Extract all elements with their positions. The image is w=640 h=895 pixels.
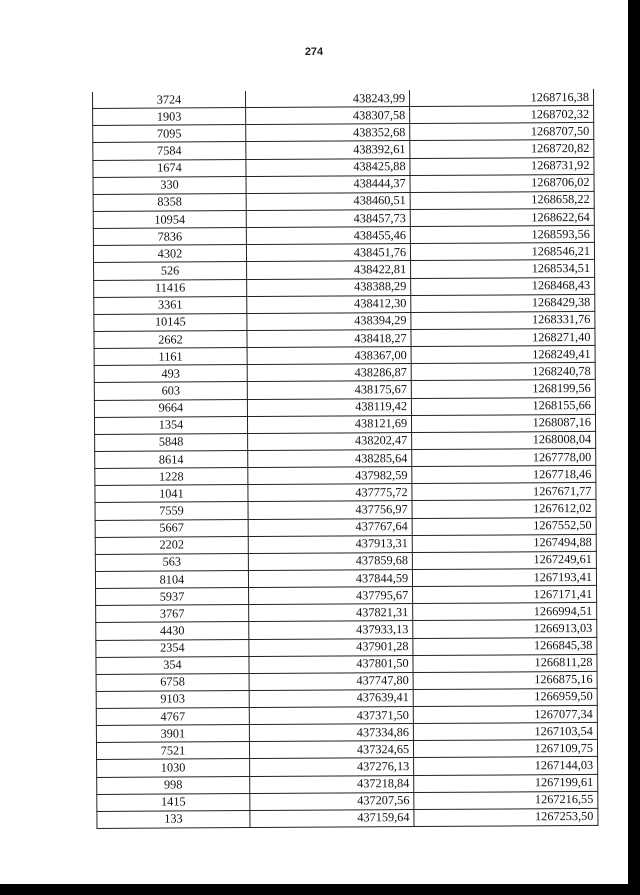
point-id-cell: 1674 — [93, 159, 246, 177]
point-id-cell: 4430 — [96, 622, 249, 640]
y-coordinate-cell: 1268593,56 — [410, 226, 594, 244]
point-id-cell: 7559 — [95, 502, 248, 520]
x-coordinate-cell: 438119,42 — [247, 398, 411, 416]
y-coordinate-cell: 1266811,28 — [413, 654, 597, 672]
x-coordinate-cell: 438367,00 — [247, 347, 411, 365]
x-coordinate-cell: 438394,29 — [247, 312, 411, 330]
x-coordinate-cell: 438455,46 — [246, 227, 410, 245]
x-coordinate-cell: 438243,99 — [245, 90, 409, 108]
y-coordinate-cell: 1268199,56 — [411, 380, 595, 398]
y-coordinate-cell: 1268429,38 — [411, 294, 595, 312]
x-coordinate-cell: 438425,88 — [246, 158, 410, 176]
point-id-cell: 354 — [96, 656, 249, 674]
x-coordinate-cell: 437767,64 — [248, 518, 412, 536]
coordinates-table — [92, 89, 598, 829]
x-coordinate-cell: 437639,41 — [249, 689, 413, 707]
y-coordinate-cell: 1268249,41 — [411, 346, 595, 364]
x-coordinate-cell: 438175,67 — [247, 381, 411, 399]
x-coordinate-cell: 438388,29 — [247, 278, 411, 296]
x-coordinate-cell: 438422,81 — [246, 261, 410, 279]
x-coordinate-cell: 438412,30 — [247, 295, 411, 313]
y-coordinate-cell: 1267671,77 — [412, 483, 596, 501]
y-coordinate-cell: 1267199,61 — [414, 774, 598, 792]
point-id-cell: 4767 — [96, 708, 249, 726]
point-id-cell: 1041 — [95, 485, 248, 503]
point-id-cell: 8614 — [95, 451, 248, 469]
x-coordinate-cell: 437276,13 — [249, 758, 413, 776]
coordinates-table-body — [92, 89, 597, 829]
y-coordinate-cell: 1268008,04 — [412, 431, 596, 449]
point-id-cell: 1903 — [93, 108, 246, 126]
x-coordinate-cell: 437801,50 — [249, 655, 413, 673]
y-coordinate-cell: 1267249,61 — [412, 551, 596, 569]
y-coordinate-cell: 1268716,38 — [410, 89, 594, 107]
point-id-cell: 10145 — [94, 313, 247, 331]
y-coordinate-cell: 1267494,88 — [412, 534, 596, 552]
point-id-cell: 493 — [94, 365, 247, 383]
x-coordinate-cell: 437821,31 — [249, 604, 413, 622]
point-id-cell: 7584 — [93, 142, 246, 160]
y-coordinate-cell: 1266875,16 — [413, 671, 597, 689]
x-coordinate-cell: 437913,31 — [248, 535, 412, 553]
y-coordinate-cell: 1267144,03 — [414, 757, 598, 775]
point-id-cell: 563 — [95, 553, 248, 571]
y-coordinate-cell: 1267253,50 — [414, 808, 598, 826]
x-coordinate-cell: 437933,13 — [249, 621, 413, 639]
point-id-cell: 1030 — [97, 759, 250, 777]
point-id-cell: 133 — [97, 810, 250, 828]
y-coordinate-cell: 1267778,00 — [412, 448, 596, 466]
point-id-cell: 7521 — [96, 742, 249, 760]
x-coordinate-cell: 437218,84 — [250, 775, 414, 793]
x-coordinate-cell: 437775,72 — [248, 484, 412, 502]
point-id-cell: 5667 — [95, 519, 248, 537]
point-id-cell: 7836 — [93, 228, 246, 246]
x-coordinate-cell: 438285,64 — [248, 450, 412, 468]
point-id-cell: 1228 — [95, 468, 248, 486]
x-coordinate-cell: 437159,64 — [250, 809, 414, 827]
point-id-cell: 2354 — [96, 639, 249, 657]
x-coordinate-cell: 437747,80 — [249, 672, 413, 690]
y-coordinate-cell: 1267109,75 — [414, 740, 598, 758]
y-coordinate-cell: 1268658,22 — [410, 191, 594, 209]
x-coordinate-cell: 438451,76 — [246, 244, 410, 262]
x-coordinate-cell: 437207,56 — [250, 792, 414, 810]
x-coordinate-cell: 437901,28 — [249, 638, 413, 656]
point-id-cell: 5937 — [96, 588, 249, 606]
point-id-cell: 10954 — [93, 211, 246, 229]
point-id-cell: 3901 — [96, 725, 249, 743]
y-coordinate-cell: 1268706,02 — [410, 174, 594, 192]
x-coordinate-cell: 438457,73 — [246, 210, 410, 228]
x-coordinate-cell: 437982,59 — [248, 467, 412, 485]
point-id-cell: 3724 — [92, 91, 245, 109]
point-id-cell: 7095 — [93, 125, 246, 143]
x-coordinate-cell: 438202,47 — [248, 432, 412, 450]
x-coordinate-cell: 438352,68 — [246, 124, 410, 142]
point-id-cell: 1161 — [94, 348, 247, 366]
x-coordinate-cell: 437795,67 — [248, 587, 412, 605]
y-coordinate-cell: 1268087,16 — [412, 414, 596, 432]
table-row — [97, 808, 598, 828]
point-id-cell: 9103 — [96, 690, 249, 708]
y-coordinate-cell: 1267216,55 — [414, 791, 598, 809]
point-id-cell: 4302 — [93, 245, 246, 263]
x-coordinate-cell: 438392,61 — [246, 141, 410, 159]
point-id-cell: 8104 — [95, 570, 248, 588]
y-coordinate-cell: 1268534,51 — [411, 260, 595, 278]
x-coordinate-cell: 438121,69 — [247, 415, 411, 433]
y-coordinate-cell: 1268240,78 — [411, 363, 595, 381]
y-coordinate-cell: 1267171,41 — [413, 586, 597, 604]
y-coordinate-cell: 1268331,76 — [411, 311, 595, 329]
y-coordinate-cell: 1267612,02 — [412, 500, 596, 518]
x-coordinate-cell: 437324,65 — [249, 741, 413, 759]
x-coordinate-cell: 437859,68 — [248, 552, 412, 570]
y-coordinate-cell: 1268155,66 — [412, 397, 596, 415]
y-coordinate-cell: 1267077,34 — [413, 705, 597, 723]
point-id-cell: 1415 — [97, 793, 250, 811]
point-id-cell: 2662 — [94, 331, 247, 349]
y-coordinate-cell: 1267552,50 — [412, 517, 596, 535]
y-coordinate-cell: 1266845,38 — [413, 637, 597, 655]
y-coordinate-cell: 1268546,21 — [411, 243, 595, 261]
x-coordinate-cell: 437844,59 — [248, 569, 412, 587]
y-coordinate-cell: 1267193,41 — [413, 568, 597, 586]
point-id-cell: 1354 — [94, 416, 247, 434]
y-coordinate-cell: 1268622,64 — [410, 208, 594, 226]
point-id-cell: 9664 — [94, 399, 247, 417]
y-coordinate-cell: 1266994,51 — [413, 603, 597, 621]
page-number: 274 — [304, 46, 324, 58]
x-coordinate-cell: 438286,87 — [247, 364, 411, 382]
x-coordinate-cell: 437756,97 — [248, 501, 412, 519]
point-id-cell: 330 — [93, 176, 246, 194]
y-coordinate-cell: 1268468,43 — [411, 277, 595, 295]
x-coordinate-cell: 438460,51 — [246, 192, 410, 210]
point-id-cell: 8358 — [93, 193, 246, 211]
y-coordinate-cell: 1268731,92 — [410, 157, 594, 175]
y-coordinate-cell: 1268720,82 — [410, 140, 594, 158]
point-id-cell: 2202 — [95, 536, 248, 554]
x-coordinate-cell: 437334,86 — [249, 724, 413, 742]
point-id-cell: 603 — [94, 382, 247, 400]
x-coordinate-cell: 437371,50 — [249, 707, 413, 725]
y-coordinate-cell: 1267718,46 — [412, 466, 596, 484]
y-coordinate-cell: 1266913,03 — [413, 620, 597, 638]
y-coordinate-cell: 1266959,50 — [413, 688, 597, 706]
x-coordinate-cell: 438418,27 — [247, 330, 411, 348]
point-id-cell: 526 — [94, 262, 247, 280]
point-id-cell: 11416 — [94, 279, 247, 297]
point-id-cell: 6758 — [96, 673, 249, 691]
point-id-cell: 3361 — [94, 296, 247, 314]
y-coordinate-cell: 1267103,54 — [413, 723, 597, 741]
y-coordinate-cell: 1268707,50 — [410, 123, 594, 141]
x-coordinate-cell: 438307,58 — [246, 107, 410, 125]
point-id-cell: 998 — [97, 776, 250, 794]
y-coordinate-cell: 1268702,32 — [410, 106, 594, 124]
y-coordinate-cell: 1268271,40 — [411, 328, 595, 346]
x-coordinate-cell: 438444,37 — [246, 175, 410, 193]
point-id-cell: 3767 — [96, 605, 249, 623]
point-id-cell: 5848 — [95, 433, 248, 451]
